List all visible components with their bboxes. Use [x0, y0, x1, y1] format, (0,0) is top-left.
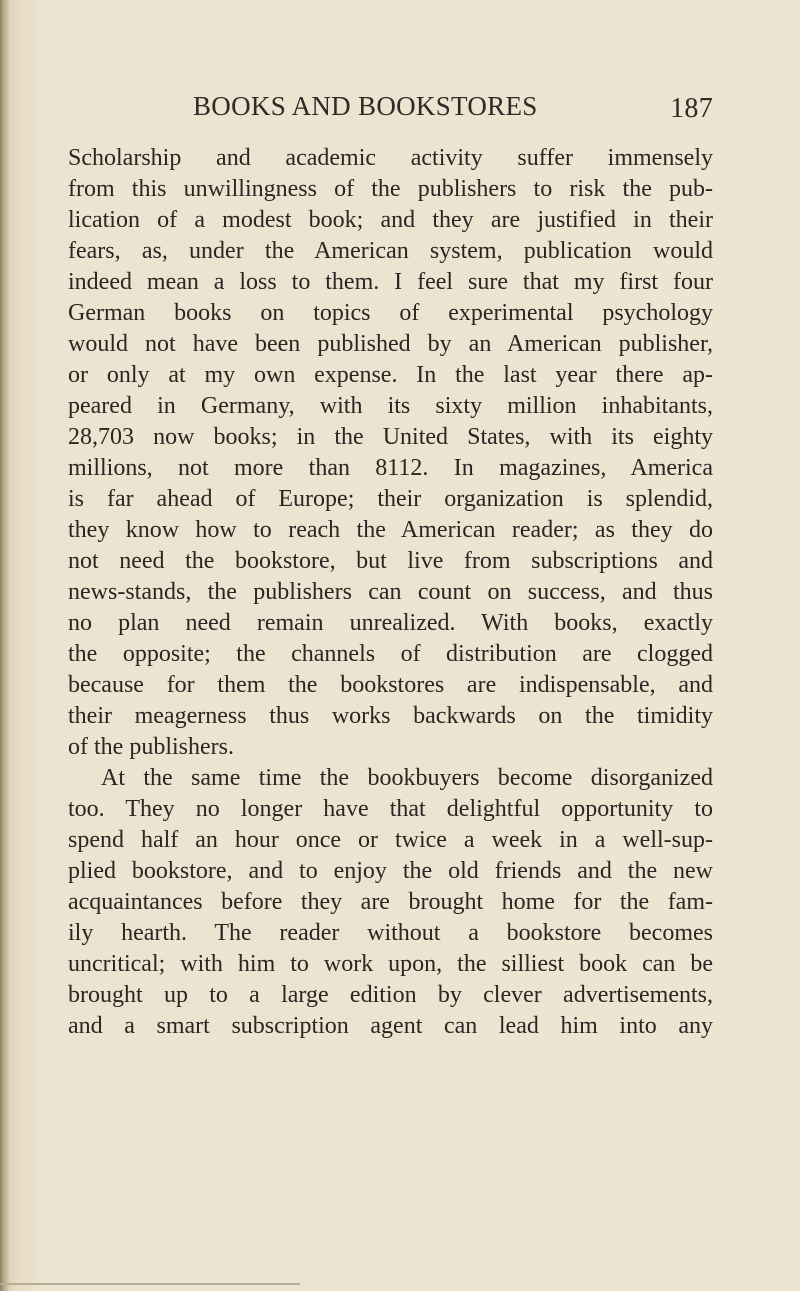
text-line: German books on topics of experimental psychology — [68, 300, 713, 326]
text-line: fears, as, under the American system, publication would — [68, 238, 713, 264]
text-line: not need the bookstore, but live from subscriptions and — [68, 548, 713, 574]
text-line: would not have been published by an American publisher, — [68, 331, 713, 357]
text-line: brought up to a large edition by clever advertisements, — [68, 982, 713, 1008]
text-line: news-stands, the publishers can count on success, and thus — [68, 579, 713, 605]
text-line: or only at my own expense. In the last year there ap- — [68, 362, 713, 388]
running-head-title: BOOKS AND BOOKSTORES — [193, 91, 538, 121]
page-bottom-edge — [0, 1283, 300, 1285]
text-line: the opposite; the channels of distribution are clogged — [68, 641, 713, 667]
text-line: of the publishers. — [68, 734, 234, 760]
gutter-shadow — [0, 0, 10, 1291]
text-line: and a smart subscription agent can lead him into any — [68, 1013, 713, 1039]
text-line: acquaintances before they are brought home for the fam- — [68, 889, 713, 915]
text-line: peared in Germany, with its sixty million inhabitants, — [68, 393, 713, 419]
text-line: plied bookstore, and to enjoy the old friends and the new — [68, 858, 713, 884]
page-number: 187 — [670, 93, 713, 124]
text-line: they know how to reach the American reader; as they do — [68, 517, 713, 543]
text-line: millions, not more than 8112. In magazines, America — [68, 455, 713, 481]
text-line: their meagerness thus works backwards on the timidity — [68, 703, 713, 729]
text-line: 28,703 now books; in the United States, with its eighty — [68, 424, 713, 450]
text-line: At the same time the bookbuyers become disorganized — [101, 765, 713, 791]
text-line: uncritical; with him to work upon, the silliest book can be — [68, 951, 713, 977]
text-line: Scholarship and academic activity suffer immensely — [68, 145, 713, 171]
text-line: ily hearth. The reader without a bookstore becomes — [68, 920, 713, 946]
running-head — [193, 91, 713, 131]
body-text — [68, 143, 713, 1042]
text-line: from this unwillingness of the publishers to risk the pub- — [68, 176, 713, 202]
text-line: lication of a modest book; and they are justified in their — [68, 207, 713, 233]
text-line: indeed mean a loss to them. I feel sure that my first four — [68, 269, 713, 295]
text-line: too. They no longer have that delightful opportunity to — [68, 796, 713, 822]
text-line: is far ahead of Europe; their organization is splendid, — [68, 486, 713, 512]
text-line: no plan need remain unrealized. With books, exactly — [68, 610, 713, 636]
text-line: spend half an hour once or twice a week in a well-sup- — [68, 827, 713, 853]
text-line: because for them the bookstores are indispensable, and — [68, 672, 713, 698]
